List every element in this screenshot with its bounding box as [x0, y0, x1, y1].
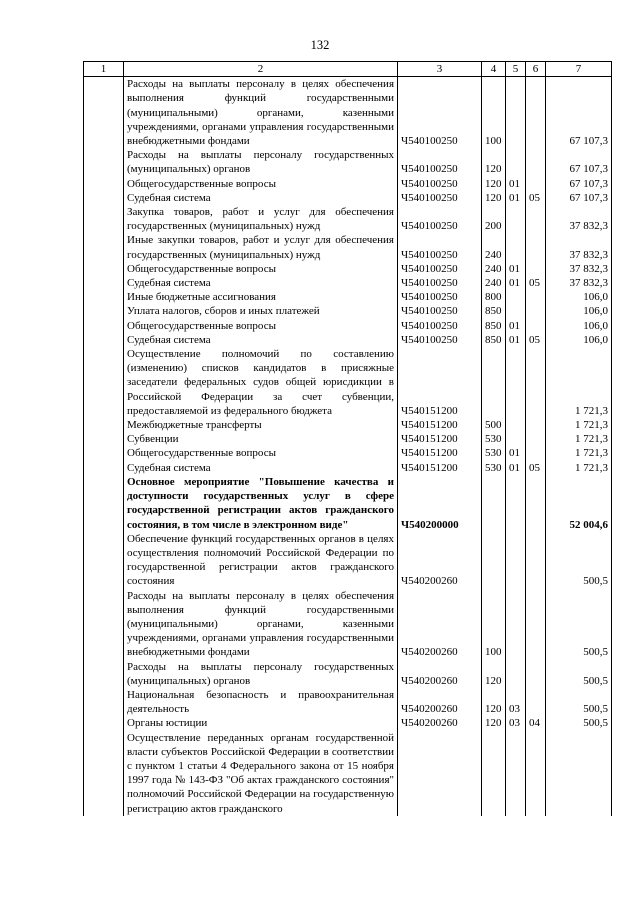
amount: 500,5 — [546, 716, 612, 730]
table-row — [84, 688, 612, 716]
row-number-cell — [84, 589, 124, 660]
row-name: Органы юстиции — [124, 716, 398, 730]
amount: 67 107,3 — [546, 177, 612, 191]
row-name: Судебная система — [124, 333, 398, 347]
amount: 106,0 — [546, 304, 612, 318]
expense-type-code: 120 — [482, 660, 506, 688]
row-name: Иные закупки товаров, работ и услуг для обеспечения государственных (муниципальных) нужд — [124, 233, 398, 261]
amount: 52 004,6 — [546, 475, 612, 532]
subsection-code — [526, 77, 546, 149]
section-code — [506, 731, 526, 816]
section-code: 03 — [506, 716, 526, 730]
subsection-code — [526, 304, 546, 318]
row-number-cell — [84, 432, 124, 446]
target-article-code: Ч540200260 — [398, 660, 482, 688]
amount: 500,5 — [546, 589, 612, 660]
table-row — [84, 290, 612, 304]
subsection-code — [526, 233, 546, 261]
target-article-code: Ч540100250 — [398, 148, 482, 176]
section-code — [506, 205, 526, 233]
table-row — [84, 148, 612, 176]
row-number-cell — [84, 532, 124, 589]
expense-type-code: 530 — [482, 461, 506, 475]
section-code — [506, 304, 526, 318]
target-article-code: Ч540100250 — [398, 205, 482, 233]
target-article-code: Ч540200260 — [398, 532, 482, 589]
table-row — [84, 191, 612, 205]
row-name: Общегосударственные вопросы — [124, 262, 398, 276]
expense-type-code: 120 — [482, 191, 506, 205]
expense-type-code: 850 — [482, 304, 506, 318]
section-code — [506, 233, 526, 261]
column-header: 1 — [84, 62, 124, 77]
amount — [546, 731, 612, 816]
expense-type-code: 530 — [482, 446, 506, 460]
section-code: 01 — [506, 319, 526, 333]
table-row — [84, 347, 612, 418]
row-number-cell — [84, 77, 124, 149]
amount: 1 721,3 — [546, 446, 612, 460]
row-number-cell — [84, 233, 124, 261]
target-article-code: Ч540100250 — [398, 304, 482, 318]
amount: 1 721,3 — [546, 461, 612, 475]
table-row — [84, 475, 612, 532]
table-row — [84, 262, 612, 276]
table-row — [84, 532, 612, 589]
subsection-code — [526, 418, 546, 432]
amount: 1 721,3 — [546, 347, 612, 418]
amount: 67 107,3 — [546, 77, 612, 149]
subsection-code: 05 — [526, 461, 546, 475]
expense-type-code — [482, 532, 506, 589]
row-number-cell — [84, 688, 124, 716]
amount: 106,0 — [546, 333, 612, 347]
section-code — [506, 148, 526, 176]
section-code — [506, 475, 526, 532]
section-code — [506, 290, 526, 304]
amount: 37 832,3 — [546, 205, 612, 233]
target-article-code: Ч540100250 — [398, 319, 482, 333]
row-number-cell — [84, 347, 124, 418]
amount: 67 107,3 — [546, 191, 612, 205]
row-number-cell — [84, 177, 124, 191]
section-code: 01 — [506, 191, 526, 205]
row-number-cell — [84, 418, 124, 432]
target-article-code: Ч540100250 — [398, 233, 482, 261]
row-name: Судебная система — [124, 191, 398, 205]
subsection-code: 05 — [526, 191, 546, 205]
target-article-code: Ч540100250 — [398, 177, 482, 191]
target-article-code: Ч540100250 — [398, 77, 482, 149]
subsection-code — [526, 532, 546, 589]
row-number-cell — [84, 148, 124, 176]
target-article-code: Ч540151200 — [398, 418, 482, 432]
row-name: Общегосударственные вопросы — [124, 177, 398, 191]
row-number-cell — [84, 660, 124, 688]
target-article-code: Ч540100250 — [398, 191, 482, 205]
expense-type-code: 100 — [482, 589, 506, 660]
expense-type-code: 240 — [482, 262, 506, 276]
column-header: 6 — [526, 62, 546, 77]
table-row — [84, 333, 612, 347]
table-row — [84, 77, 612, 149]
expense-type-code — [482, 475, 506, 532]
expense-type-code: 120 — [482, 148, 506, 176]
section-code — [506, 418, 526, 432]
table-row — [84, 418, 612, 432]
row-name: Обеспечение функций государственных органов в целях осуществления полномочий Российской Федерации по государственной регистрации актов гражданского состояния — [124, 532, 398, 589]
subsection-code: 05 — [526, 333, 546, 347]
subsection-code — [526, 319, 546, 333]
section-code: 01 — [506, 276, 526, 290]
target-article-code: Ч540151200 — [398, 432, 482, 446]
target-article-code: Ч540200260 — [398, 716, 482, 730]
subsection-code — [526, 148, 546, 176]
table-row — [84, 205, 612, 233]
expense-type-code: 120 — [482, 688, 506, 716]
amount: 500,5 — [546, 532, 612, 589]
subsection-code: 05 — [526, 276, 546, 290]
row-number-cell — [84, 191, 124, 205]
column-header: 7 — [546, 62, 612, 77]
row-name: Осуществление переданных органам государственной власти субъектов Российской Федерации в соответствии с пунктом 1 статьи 4 Федерального закона от 15 ноября 1997 года № 143-ФЗ "Об актах гражданского состояния" полномочий Российской Федерации на государственную регистрацию актов гражданского — [124, 731, 398, 816]
row-number-cell — [84, 731, 124, 816]
subsection-code — [526, 205, 546, 233]
row-name: Расходы на выплаты персоналу в целях обеспечения выполнения функций государственными (муниципальными) органами, казенными учреждениями, органами управления государственными внебюджетными фондами — [124, 589, 398, 660]
section-code: 01 — [506, 333, 526, 347]
expense-type-code: 240 — [482, 276, 506, 290]
budget-table — [83, 61, 612, 816]
table-row — [84, 319, 612, 333]
row-number-cell — [84, 304, 124, 318]
expense-type-code: 850 — [482, 319, 506, 333]
row-name: Иные бюджетные ассигнования — [124, 290, 398, 304]
expense-type-code: 120 — [482, 177, 506, 191]
amount: 1 721,3 — [546, 418, 612, 432]
target-article-code — [398, 731, 482, 816]
target-article-code: Ч540151200 — [398, 446, 482, 460]
row-name: Расходы на выплаты персоналу в целях обеспечения выполнения функций государственными (муниципальными) органами, казенными учреждениями, органами управления государственными внебюджетными фондами — [124, 77, 398, 149]
row-name: Основное мероприятие "Повышение качества и доступности государственных услуг в сфере государственной регистрации актов гражданского состояния, в том числе в электронном виде" — [124, 475, 398, 532]
table-row — [84, 276, 612, 290]
row-name: Закупка товаров, работ и услуг для обеспечения государственных (муниципальных) нужд — [124, 205, 398, 233]
row-number-cell — [84, 716, 124, 730]
subsection-code — [526, 475, 546, 532]
expense-type-code: 530 — [482, 432, 506, 446]
subsection-code — [526, 290, 546, 304]
section-code: 01 — [506, 446, 526, 460]
row-number-cell — [84, 290, 124, 304]
row-number-cell — [84, 461, 124, 475]
table-row — [84, 731, 612, 816]
expense-type-code: 500 — [482, 418, 506, 432]
amount: 37 832,3 — [546, 262, 612, 276]
subsection-code — [526, 432, 546, 446]
target-article-code: Ч540100250 — [398, 333, 482, 347]
expense-type-code: 120 — [482, 716, 506, 730]
section-code — [506, 347, 526, 418]
table-row — [84, 589, 612, 660]
table-row — [84, 660, 612, 688]
subsection-code — [526, 688, 546, 716]
row-number-cell — [84, 205, 124, 233]
amount: 37 832,3 — [546, 233, 612, 261]
row-name: Субвенции — [124, 432, 398, 446]
row-name: Межбюджетные трансферты — [124, 418, 398, 432]
row-number-cell — [84, 446, 124, 460]
section-code: 01 — [506, 177, 526, 191]
table-row — [84, 304, 612, 318]
subsection-code — [526, 660, 546, 688]
target-article-code: Ч540200000 — [398, 475, 482, 532]
table-row — [84, 461, 612, 475]
column-header: 5 — [506, 62, 526, 77]
amount: 500,5 — [546, 660, 612, 688]
amount: 106,0 — [546, 290, 612, 304]
subsection-code — [526, 262, 546, 276]
section-code — [506, 77, 526, 149]
expense-type-code — [482, 347, 506, 418]
column-header: 3 — [398, 62, 482, 77]
row-name: Общегосударственные вопросы — [124, 446, 398, 460]
section-code — [506, 660, 526, 688]
table-row — [84, 446, 612, 460]
table-row — [84, 233, 612, 261]
table-row — [84, 432, 612, 446]
row-name: Судебная система — [124, 461, 398, 475]
target-article-code: Ч540200260 — [398, 688, 482, 716]
row-name: Осуществление полномочий по составлению (изменению) списков кандидатов в присяжные заседатели федеральных судов общей юрисдикции в Российской Федерации за счет субвенции, предоставляемой из федерального бюджета — [124, 347, 398, 418]
target-article-code: Ч540100250 — [398, 262, 482, 276]
expense-type-code: 850 — [482, 333, 506, 347]
target-article-code: Ч540200260 — [398, 589, 482, 660]
row-number-cell — [84, 262, 124, 276]
row-name: Национальная безопасность и правоохранительная деятельность — [124, 688, 398, 716]
column-number-row — [84, 62, 612, 77]
section-code — [506, 432, 526, 446]
row-name: Уплата налогов, сборов и иных платежей — [124, 304, 398, 318]
section-code — [506, 532, 526, 589]
row-number-cell — [84, 276, 124, 290]
expense-type-code: 240 — [482, 233, 506, 261]
expense-type-code: 800 — [482, 290, 506, 304]
column-header: 2 — [124, 62, 398, 77]
row-name: Судебная система — [124, 276, 398, 290]
table-body — [84, 77, 612, 816]
row-name: Расходы на выплаты персоналу государственных (муниципальных) органов — [124, 660, 398, 688]
subsection-code — [526, 731, 546, 816]
section-code — [506, 589, 526, 660]
row-name: Расходы на выплаты персоналу государственных (муниципальных) органов — [124, 148, 398, 176]
subsection-code — [526, 446, 546, 460]
amount: 500,5 — [546, 688, 612, 716]
column-header: 4 — [482, 62, 506, 77]
target-article-code: Ч540151200 — [398, 347, 482, 418]
amount: 106,0 — [546, 319, 612, 333]
expense-type-code — [482, 731, 506, 816]
amount: 37 832,3 — [546, 276, 612, 290]
table-row — [84, 716, 612, 730]
section-code: 03 — [506, 688, 526, 716]
target-article-code: Ч540100250 — [398, 290, 482, 304]
expense-type-code: 200 — [482, 205, 506, 233]
row-name: Общегосударственные вопросы — [124, 319, 398, 333]
row-number-cell — [84, 319, 124, 333]
section-code: 01 — [506, 262, 526, 276]
page-number: 132 — [310, 38, 330, 52]
amount: 67 107,3 — [546, 148, 612, 176]
row-number-cell — [84, 475, 124, 532]
subsection-code — [526, 347, 546, 418]
table-row — [84, 177, 612, 191]
section-code: 01 — [506, 461, 526, 475]
subsection-code — [526, 177, 546, 191]
amount: 1 721,3 — [546, 432, 612, 446]
row-number-cell — [84, 333, 124, 347]
expense-type-code: 100 — [482, 77, 506, 149]
target-article-code: Ч540100250 — [398, 276, 482, 290]
subsection-code: 04 — [526, 716, 546, 730]
subsection-code — [526, 589, 546, 660]
target-article-code: Ч540151200 — [398, 461, 482, 475]
